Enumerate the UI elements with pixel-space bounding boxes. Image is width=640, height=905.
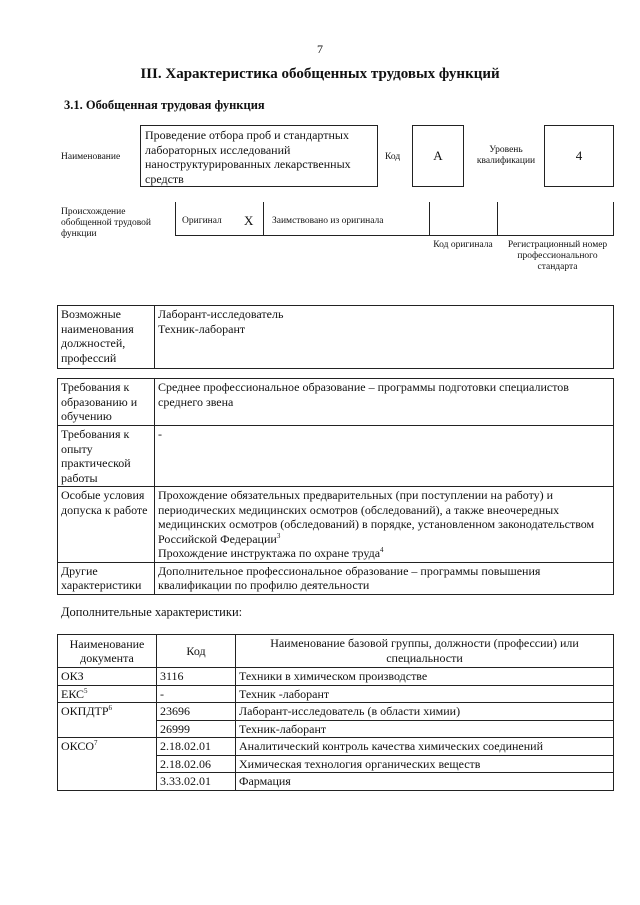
name-cell: Техник -лаборант [236, 685, 614, 703]
code-value: А [433, 148, 443, 163]
code-value-box [412, 125, 464, 187]
name-cell: Аналитический контроль качества химических соединений [236, 738, 614, 756]
footnote-mark: 7 [94, 739, 98, 747]
level-label: Уровень квалификации [476, 145, 536, 166]
name-cell: Фармация [236, 773, 614, 791]
doc-cell [58, 668, 157, 686]
positions-label: Возможные наименования должностей, профессий [58, 306, 155, 369]
doc-name: ОКЗ [61, 669, 84, 683]
requirement-label: Требования к опыту практической работы [58, 426, 155, 487]
origin-reg-cell [497, 202, 614, 236]
function-name: Проведение отбора проб и стандартных лабораторных исследований наноструктурированных лекарственных средств [145, 128, 351, 186]
origin-borrowed-cell [263, 202, 429, 236]
requirement-value [155, 487, 614, 563]
header-name: Наименование базовой группы, должности (профессии) или специальности [236, 635, 614, 668]
doc-cell [58, 685, 157, 703]
requirement-row [58, 379, 614, 426]
header-document: Наименование документа [58, 635, 157, 668]
positions-row [58, 306, 614, 369]
doc-name: ОКСО [61, 739, 95, 753]
positions-table [57, 305, 614, 369]
name-cell: Химическая технология органических веществ [236, 755, 614, 773]
footnote-mark: 5 [84, 686, 88, 695]
positions-values [155, 306, 614, 369]
name-cell: Техники в химическом производстве [236, 668, 614, 686]
reg-number-caption: Регистрационный номер профессионального стандарта [507, 240, 608, 272]
page-number: 7 [317, 42, 323, 56]
additional-row [58, 738, 614, 756]
section-title: III. Характеристика обобщенных трудовых функций [140, 66, 500, 82]
position-item: Лаборант-исследователь [158, 307, 284, 321]
code-cell: 2.18.02.01 [157, 738, 236, 756]
requirement-line [158, 488, 610, 546]
name-cell: Лаборант-исследователь (в области химии) [236, 703, 614, 721]
original-mark: Х [244, 213, 254, 228]
footnote-mark: 3 [276, 531, 281, 540]
requirement-label: Особые условия допуска к работе [58, 487, 155, 563]
requirement-line [158, 546, 610, 561]
code-label: Код [385, 152, 401, 162]
code-cell: 23696 [157, 703, 236, 721]
code-cell: - [157, 685, 236, 703]
additional-header-row [58, 635, 614, 668]
code-cell: 3116 [157, 668, 236, 686]
requirement-value: Дополнительное профессиональное образование – программы повышения квалификации по профилю деятельности [155, 562, 614, 594]
doc-cell [58, 738, 157, 791]
requirement-line-text: Прохождение инструктажа по охране труда [158, 546, 381, 560]
requirement-row [58, 487, 614, 563]
additional-row [58, 703, 614, 721]
code-original-caption: Код оригинала [433, 240, 493, 250]
additional-table [57, 634, 614, 791]
requirement-label: Требования к образованию и обучению [58, 379, 155, 426]
additional-title: Дополнительные характеристики: [61, 605, 243, 619]
code-cell: 26999 [157, 720, 236, 738]
borrowed-label: Заимствовано из оригинала [272, 216, 384, 226]
original-label: Оригинал [182, 216, 222, 226]
origin-original-cell [175, 202, 263, 236]
footnote-mark: 4 [380, 546, 384, 554]
footnote-mark: 6 [108, 704, 113, 712]
level-value: 4 [575, 148, 583, 163]
header-code: Код [157, 635, 236, 668]
requirement-row [58, 426, 614, 487]
subsection-title: 3.1. Обобщенная трудовая функция [64, 98, 265, 112]
doc-name: ЕКС [61, 686, 85, 701]
origin-code-cell [429, 202, 497, 236]
origin-label: Происхождение обобщенной трудовой функции [61, 207, 151, 239]
additional-row [58, 668, 614, 686]
additional-row [58, 685, 614, 703]
code-cell: 2.18.02.06 [157, 755, 236, 773]
requirements-table [57, 378, 614, 595]
code-cell: 3.33.02.01 [157, 773, 236, 791]
function-name-box [140, 125, 378, 187]
requirement-line-text: Прохождение обязательных предварительных (при поступлении на работу) и периодических медицинских осмотров (обследований), а также внеочередных медицинских осмотров (обследований) в порядке, установленном законодательством Российской Федерации [158, 488, 595, 546]
doc-name: ОКПДТР [61, 704, 109, 718]
requirement-label: Другие характеристики [58, 562, 155, 594]
requirement-value: Среднее профессиональное образование – программы подготовки специалистов среднего звена [155, 379, 614, 426]
requirement-row [58, 562, 614, 594]
requirement-value: - [155, 426, 614, 487]
position-item: Техник-лаборант [158, 321, 246, 336]
name-cell: Техник-лаборант [236, 720, 614, 738]
name-label: Наименование [61, 152, 121, 162]
level-value-box [544, 125, 614, 187]
doc-cell [58, 703, 157, 738]
